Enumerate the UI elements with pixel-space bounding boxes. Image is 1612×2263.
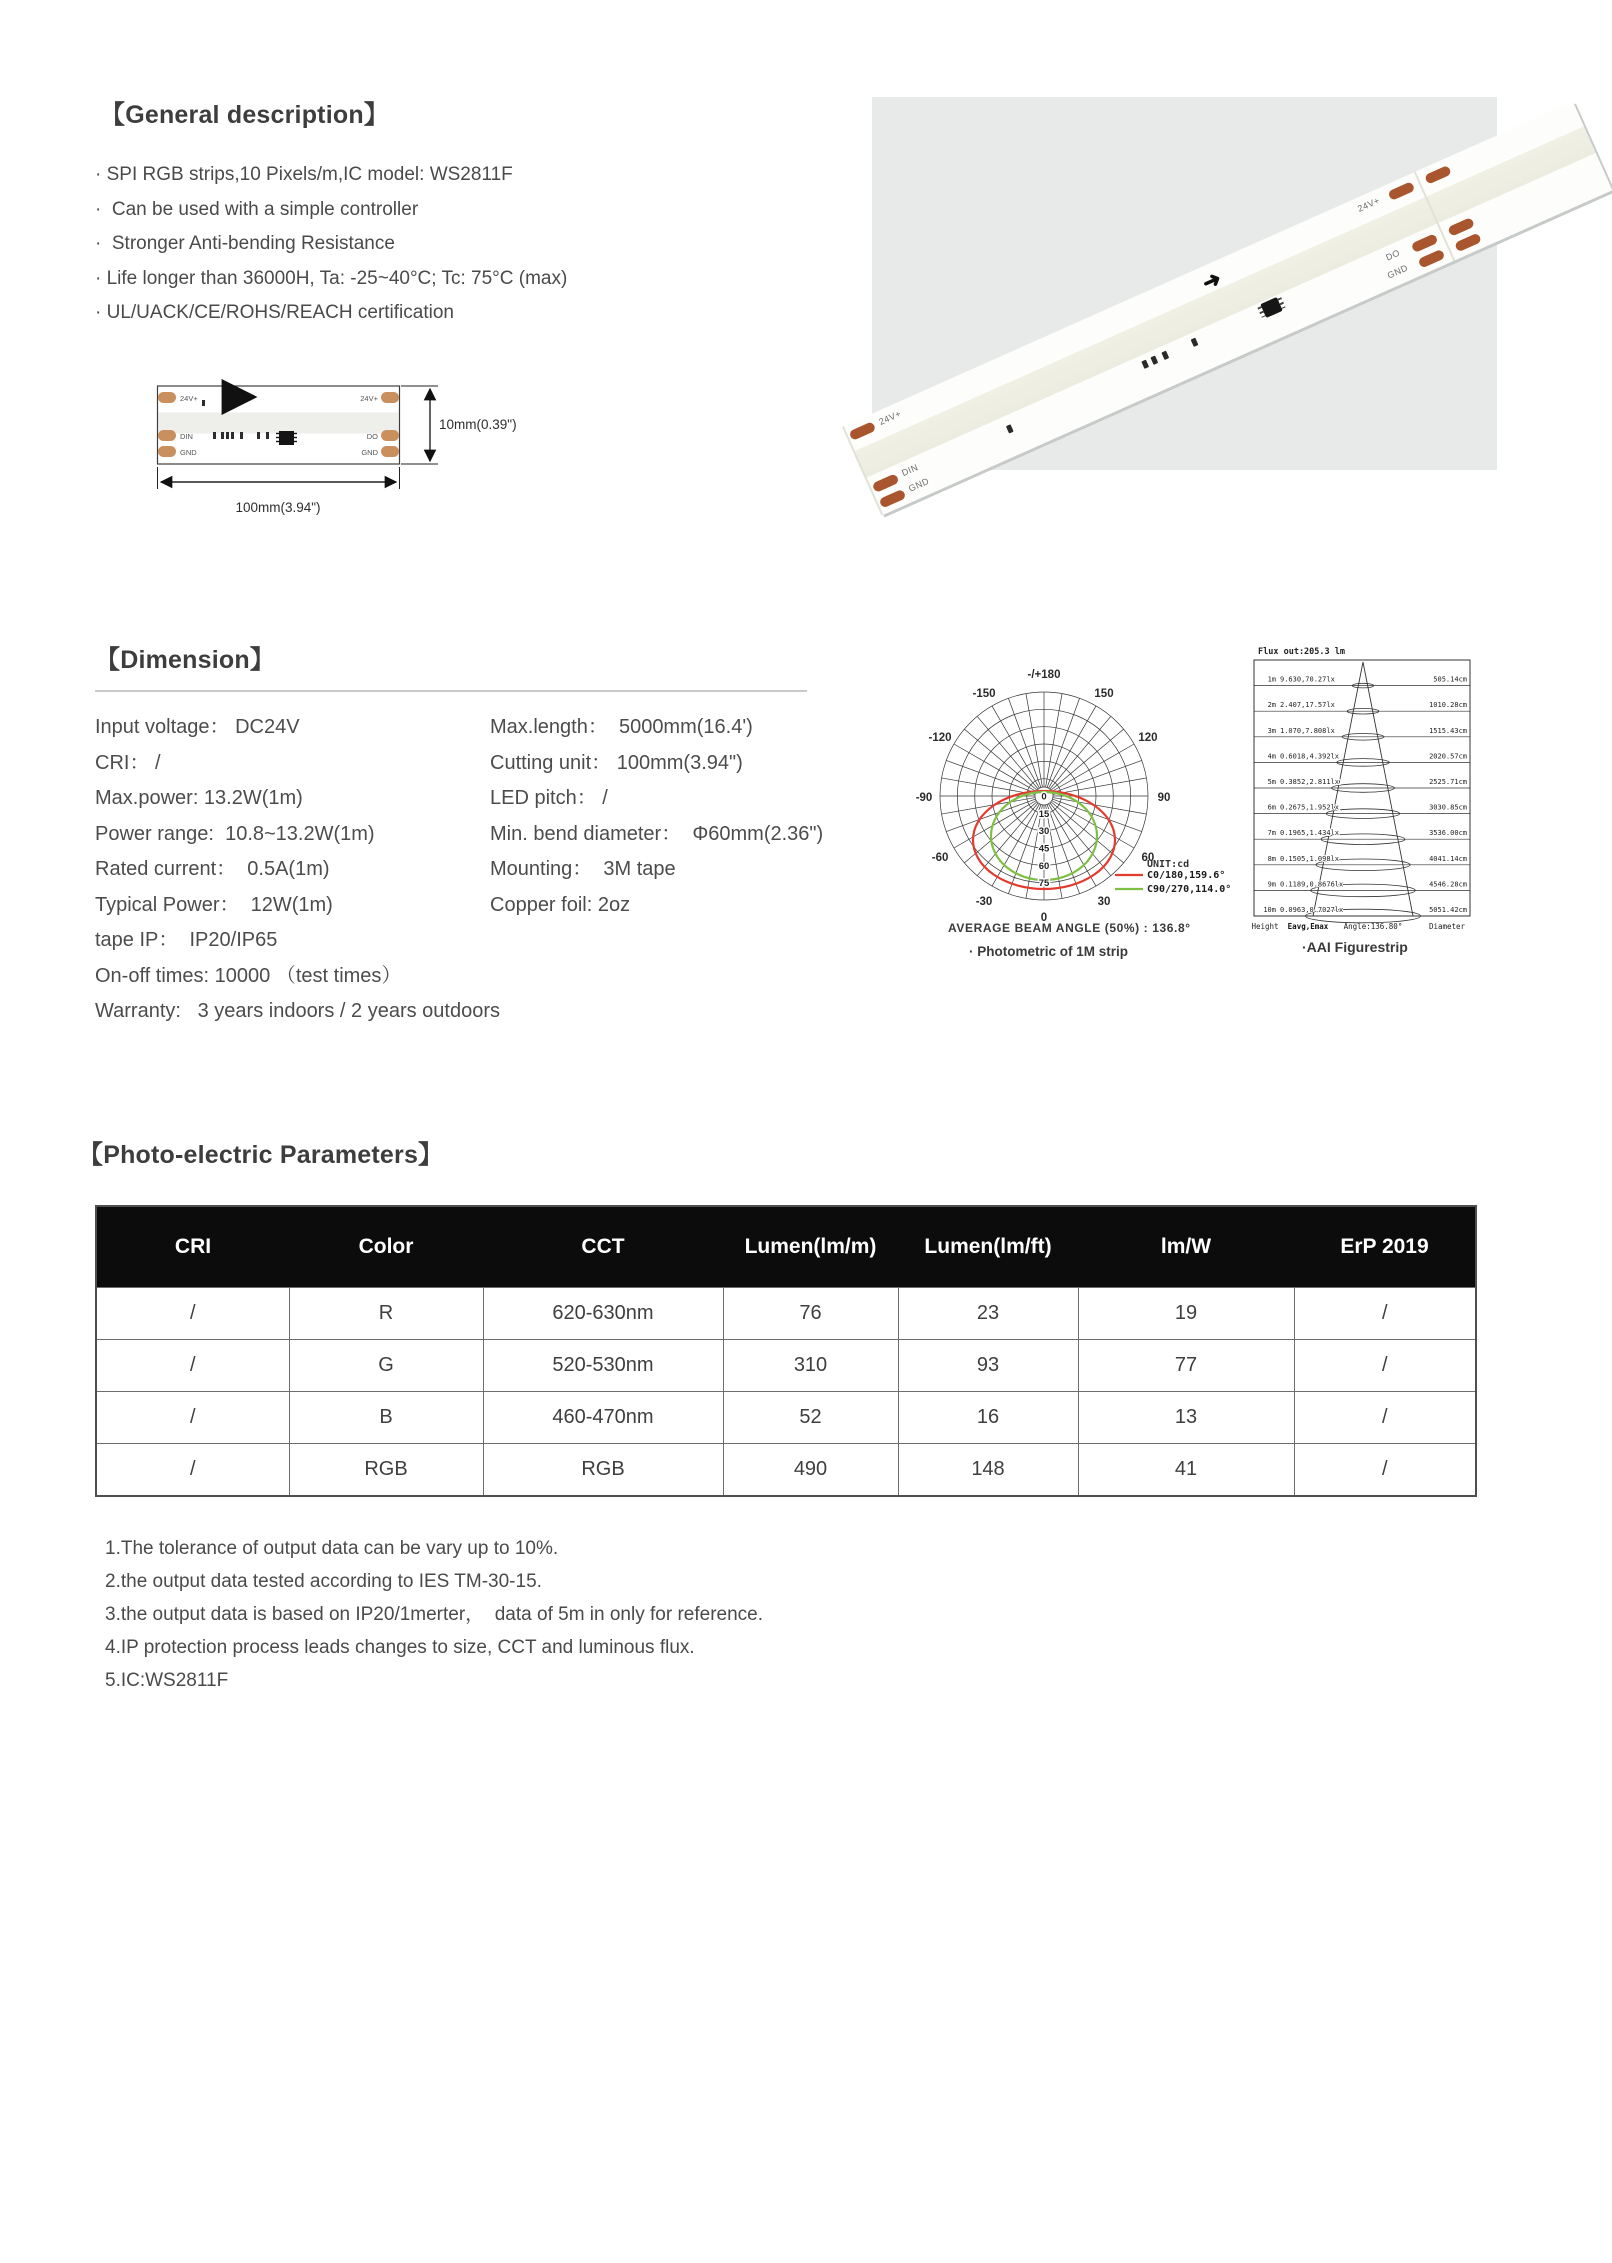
photo-pad [1454,233,1482,253]
pad-label: 24V+ [360,394,378,403]
table-cell: 93 [898,1340,1078,1392]
ic-chip [1260,297,1283,318]
polar-radial-label: 30 [1038,826,1050,838]
polar-angle-label: 30 [1097,895,1111,908]
bullet-line: · SPI RGB strips,10 Pixels/m,IC model: WS2811F [95,164,513,185]
legend-unit: UNIT:cd [1147,859,1190,870]
pad-label: GND [180,448,197,457]
aai-height: 6m [1267,803,1276,812]
aai-diameter: 505.14cm [1433,675,1467,684]
photo-pad [1387,181,1415,201]
polar-angle-label: -150 [972,688,996,701]
aai-diameter: 5051.42cm [1429,906,1467,914]
table-cell: 13 [1078,1392,1294,1444]
bullet-line: · UL/UACK/CE/ROHS/REACH certification [95,302,454,323]
smd-component [1161,351,1169,360]
pad [381,430,399,441]
aai-height: 4m [1267,752,1276,761]
polar-angle-label: 90 [1157,792,1171,804]
polar-radial-label: 0 [1041,791,1047,803]
ic-chip [276,431,297,445]
table-cell: 490 [723,1444,898,1497]
photo-cut-line [842,426,883,515]
polar-radial-label: 75 [1038,878,1050,890]
spec-line: Max.power: 13.2W(1m) [95,787,303,809]
table-header-cell: Lumen(lm/m) [723,1206,898,1288]
table-row [96,1340,1476,1392]
table-cell: 19 [1078,1288,1294,1340]
cob-band [159,413,399,434]
width-dimension-lines [158,467,400,489]
width-dimension-label: 100mm(3.94") [235,500,321,515]
photo-pad [1418,249,1446,269]
spec-line: Typical Power： 12W(1m) [95,893,333,916]
led-strip-photo [842,102,1612,516]
aai-footer-eavg: Eavg,Emax [1287,922,1329,931]
photometric-polar-chart [890,648,1300,924]
polar-angle-label: 150 [1094,688,1114,701]
aai-figure [1240,638,1490,938]
table-header-cell: Color [289,1206,483,1288]
table-cell: 23 [898,1288,1078,1340]
photo-pad [849,421,877,441]
bullet-line: · Stronger Anti-bending Resistance [95,233,395,254]
table-cell: / [96,1340,289,1392]
photo-pad [1424,165,1452,185]
aai-footer-angle: Angle:136.80° [1343,922,1403,931]
note-line: 3.the output data is based on IP20/1merter， data of 5m in only for reference. [105,1604,763,1625]
table-header-cell: CRI [96,1206,289,1288]
table-cell: 41 [1078,1444,1294,1497]
table-cell: 52 [723,1392,898,1444]
aai-eavg-emax: 0.3852,2.811lx [1280,778,1340,786]
aai-eavg-emax: 0.1505,1.098lx [1280,854,1340,863]
table-cell: / [1294,1340,1476,1392]
spec-line: tape IP： IP20/IP65 [95,929,278,951]
photo-pad [1411,233,1439,253]
aai-height: 3m [1267,726,1276,735]
aai-diameter: 2525.71cm [1429,778,1467,786]
aai-eavg-emax: 1.070,7.808lx [1280,726,1335,735]
dimension-specs-right [490,710,823,923]
direction-arrow-icon: ➜ [1198,265,1226,296]
polar-angle-label: -90 [915,792,933,804]
polar-angle-label: 120 [1138,732,1158,744]
height-dimension-label: 10mm(0.39") [439,417,517,432]
polar-angle-label: -120 [928,732,952,744]
spec-line: LED pitch： / [490,787,608,809]
pad [381,392,399,403]
average-beam-angle-label: AVERAGE BEAM ANGLE (50%) : 136.8° [948,921,1191,935]
table-cell: / [96,1444,289,1497]
aai-height: 5m [1267,778,1276,786]
pad [158,430,176,441]
photo-pad-label: DIN [900,462,920,479]
pad-label: DO [366,432,378,441]
aai-diameter: 3536.00cm [1429,829,1467,838]
pad-label: 24V+ [180,394,198,403]
general-description-bullets [95,158,567,331]
aai-diameter: 1515.43cm [1429,726,1467,735]
polar-angle-label: 0 [1040,912,1048,924]
aai-diameter: 4041.14cm [1429,854,1467,863]
legend-label: C0/180,159.6° [1147,870,1226,881]
spec-line: Mounting： 3M tape [490,858,676,880]
table-header-cell: lm/W [1078,1206,1294,1288]
table-cell: 460-470nm [483,1392,723,1444]
aai-flux-label: Flux out:205.3 lm [1258,647,1345,657]
aai-height: 7m [1267,829,1276,838]
aai-eavg-emax: 0.2675,1.952lx [1280,803,1340,812]
aai-height: 9m [1267,880,1276,889]
spec-line: Input voltage： DC24V [95,716,300,738]
photo-pad [1447,217,1475,237]
product-photo [872,97,1497,494]
polar-angle-label: -60 [931,852,949,864]
pad [158,392,176,403]
table-row [96,1392,1476,1444]
strip-dimension-diagram [145,375,545,535]
photo-pad-label: GND [907,475,931,494]
aai-diameter: 1010.28cm [1429,701,1467,710]
aai-footer-height: Height [1251,922,1279,931]
polar-radial-label: 60 [1038,860,1050,872]
photo-pad [872,473,900,493]
spec-line: CRI： / [95,751,161,774]
polar-radial-label: 15 [1038,808,1050,820]
parameters-table-header [96,1206,1476,1288]
photometric-caption: · Photometric of 1M strip [969,944,1129,959]
table-cell: R [289,1288,483,1340]
aai-caption: ·AAI Figurestrip [1302,939,1408,955]
note-line: 5.IC:WS2811F [105,1670,229,1691]
bullet-line: · Can be used with a simple controller [95,198,419,220]
spec-line: Rated current： 0.5A(1m) [95,858,330,880]
table-cell: 16 [898,1392,1078,1444]
table-cell: RGB [289,1444,483,1497]
section-divider [95,690,807,692]
pad [381,446,399,457]
aai-diameter: 2020.57cm [1429,752,1467,761]
table-cell: 520-530nm [483,1340,723,1392]
smd-component [1191,338,1199,347]
aai-eavg-emax: 0.6018,4.392lx [1280,752,1340,761]
aai-eavg-emax: 0.0963,0.7027lx [1280,906,1344,914]
polar-angle-label: 60 [1141,852,1155,864]
table-row [96,1444,1476,1497]
table-cell: / [96,1288,289,1340]
table-cell: / [1294,1288,1476,1340]
table-header-cell: Lumen(lm/ft) [898,1206,1078,1288]
photo-pad-label: GND [1385,262,1410,281]
smd-component [1150,356,1158,365]
aai-height: 2m [1267,701,1276,710]
spec-line: Copper foil: 2oz [490,893,631,916]
photo-pad-label: DO [1384,247,1402,263]
table-cell: / [1294,1444,1476,1497]
general-description-title: 【General description】 [100,101,389,129]
spec-line: Warranty: 3 years indoors / 2 years outdoors [95,1000,500,1022]
note-line: 4.IP protection process leads changes to size, CCT and luminous flux. [105,1637,695,1658]
height-dimension-lines [401,386,438,464]
table-cell: / [96,1392,289,1444]
dimension-specs-left [95,710,500,1030]
photo-pad-label: 24V+ [877,408,903,427]
beam-cone [1313,662,1413,916]
legend-label: C90/270,114.0° [1147,884,1232,895]
table-row [96,1288,1476,1340]
table-header-cell: ErP 2019 [1294,1206,1476,1288]
pad-label: DIN [180,432,193,441]
table-header-cell: CCT [483,1206,723,1288]
polar-angle-label: -/+180 [1027,669,1061,681]
spec-line: Power range: 10.8~13.2W(1m) [95,822,375,845]
note-line: 1.The tolerance of output data can be vary up to 10%. [105,1538,559,1559]
aai-footer-diameter: Diameter [1428,922,1466,931]
table-cell: 620-630nm [483,1288,723,1340]
dimension-title: 【Dimension】 [95,646,275,674]
parameters-title: 【Photo-electric Parameters】 [78,1141,444,1169]
polar-radial-label: 45 [1038,843,1050,855]
aai-height: 10m [1263,906,1276,914]
pad-label: GND [361,448,378,457]
spec-line: On-off times: 10000 （test times） [95,964,402,987]
spec-line: Cutting unit： 100mm(3.94") [490,751,743,774]
aai-eavg-emax: 2.407,17.57lx [1280,701,1335,710]
parameters-table [95,1205,1477,1497]
table-cell: RGB [483,1444,723,1497]
aai-eavg-emax: 9.630,70.27lx [1280,675,1335,684]
bullet-line: · Life longer than 36000H, Ta: -25~40°C; Tc: 75°C (max) [95,267,568,289]
table-cell: G [289,1340,483,1392]
aai-diameter: 4546.28cm [1429,880,1467,889]
photo-pad-label: 24V+ [1356,195,1382,214]
smd-component [1141,360,1149,369]
pad [158,446,176,457]
polar-angle-label: -30 [975,895,993,908]
notes [105,1532,763,1697]
spec-line: Max.length： 5000mm(16.4') [490,716,753,738]
aai-height: 8m [1267,854,1276,863]
table-cell: B [289,1392,483,1444]
aai-diameter: 3030.85cm [1429,803,1467,812]
table-cell: 77 [1078,1340,1294,1392]
aai-eavg-emax: 0.1965,1.434lx [1280,829,1340,838]
table-cell: 310 [723,1340,898,1392]
table-cell: 148 [898,1444,1078,1497]
aai-height: 1m [1267,675,1276,684]
spec-line: Min. bend diameter： Φ60mm(2.36") [490,822,824,845]
aai-eavg-emax: 0.1189,0.8676lx [1280,880,1344,889]
smd-component [1006,424,1014,433]
note-line: 2.the output data tested according to IES TM-30-15. [105,1571,542,1592]
photo-pad [879,489,907,509]
table-cell: 76 [723,1288,898,1340]
table-cell: / [1294,1392,1476,1444]
